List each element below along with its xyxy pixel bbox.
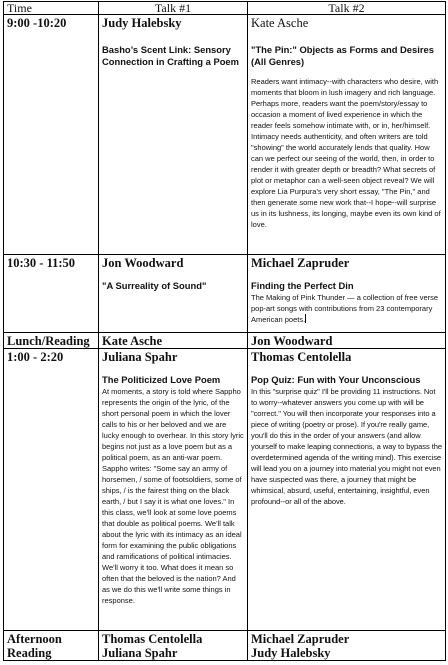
session-row-5 [4, 631, 446, 661]
talk-description: At moments, a story is told where Sappho represents the origin of the lyric, of the short personal poem in which the lover calls to his or her beloved and we are lucky enough to overhear. In this story lyric begins not just as a love poem but as a political poem, as an anti-war poem. Sappho writes: "Some say an army of horsemen, / some of footsoldiers, some of ships, / is the fairest thing on the black earth, / but I say it is what one loves." In this class, we'll look at some love poems that double as political poems. We'll talk about the lyric with its intimacy as an ideal form for examining the public obligations and ramifications of political intimacies. We'll worry it too. What does it mean so often that the beloved is the nation? And as we do this we'll write some things in response. [102, 387, 244, 605]
talk1-cell [99, 15, 248, 255]
talk2-cell [248, 15, 446, 255]
talk1-cell [99, 255, 248, 333]
talk-description [251, 292, 442, 325]
talk-title: The Politicized Love Poem [102, 374, 221, 385]
speaker-name: Kate Asche [99, 333, 248, 349]
speaker-name: Judy Halebsky [102, 16, 182, 30]
talk-description: Readers want intimacy--with characters who desire, with moments that bloom in lush imagery and rich language. Perhaps more, readers want the poem/story/essay to occasion a moment of lived experience in which the reader feels somehow intimate with, or in, her/himself. Intimacy needs authenticity, and often writers are told "showing" the world accurately lends that quality. How can we perfect our seeing of the world, then, in order to render it with greater depth or breadth? What secrets of plot or metaphor can a well-seen object reveal? We will explore Lia Purpura's very short essay, "The Pin," and then generate some new work that--I hope--will surprise us in its lushness, its longing, maybe even its own kind of love. [251, 77, 441, 229]
talk-title: Basho’s Scent Link: Sensory Connection in Crafting a Poem [102, 44, 239, 67]
speaker-name: Juliana Spahr [102, 350, 178, 364]
speaker-name: Michael Zapruder [251, 632, 350, 646]
speaker-name: Michael Zapruder [251, 256, 350, 270]
session-time: Afternoon Reading [4, 631, 99, 661]
speaker-name: Kate Asche [251, 16, 309, 30]
speaker-name: Thomas Centolella [251, 350, 352, 364]
talk-description-text: The Making of Pink Thunder — a collection of free verse pop-art songs with contributions from 23 contemporary American poets. [251, 293, 439, 324]
speaker-name: Juliana Spahr [102, 646, 178, 660]
talk1-cell [99, 631, 248, 661]
session-time: 10:30 - 11:50 [4, 255, 99, 333]
talk-description: In this "surprise quiz" I'll be providing 11 instructions. Not to worry--whatever answers you come up with will be "correct." You will then incorporate your responses into a piece of writing (poetry or prose). If you're really game, you'll do this in the order of your answers (and allow yourself to make leaping connections, a way to bypass the overdetermined agenda of the writing mind). This exercise will lead you on a journey into material you might not even have suspected was there, a journey that might be whimsical, absurd, useful, entertaining, insightful, even profound--or all of the above. [251, 387, 443, 506]
header-row [4, 2, 446, 15]
session-row-4 [4, 349, 446, 631]
header-time: Time [4, 2, 99, 15]
speaker-name: Jon Woodward [248, 333, 446, 349]
speaker-name: Judy Halebsky [251, 646, 331, 660]
talk-title: "The Pin:" Objects as Forms and Desires (All Genres) [251, 44, 434, 67]
talk2-cell [248, 631, 446, 661]
talk2-cell [248, 349, 446, 631]
header-talk2: Talk #2 [248, 2, 446, 15]
talk1-cell [99, 349, 248, 631]
session-time: Lunch/Reading [4, 333, 99, 349]
talk-title: "A Surreality of Sound" [102, 280, 207, 291]
session-row-2 [4, 255, 446, 333]
speaker-name: Thomas Centolella [102, 632, 203, 646]
session-row-1 [4, 15, 446, 255]
talk-title: Pop Quiz: Fun with Your Unconscious [251, 374, 421, 385]
talk2-cell [248, 255, 446, 333]
header-talk1: Talk #1 [99, 2, 248, 15]
text-cursor [305, 314, 306, 323]
talk-title: Finding the Perfect Din [251, 280, 354, 291]
session-row-3 [4, 333, 446, 349]
schedule-table [3, 1, 446, 661]
session-time: 1:00 - 2:20 [4, 349, 99, 631]
speaker-name: Jon Woodward [102, 256, 184, 270]
session-time: 9:00 -10:20 [4, 15, 99, 255]
